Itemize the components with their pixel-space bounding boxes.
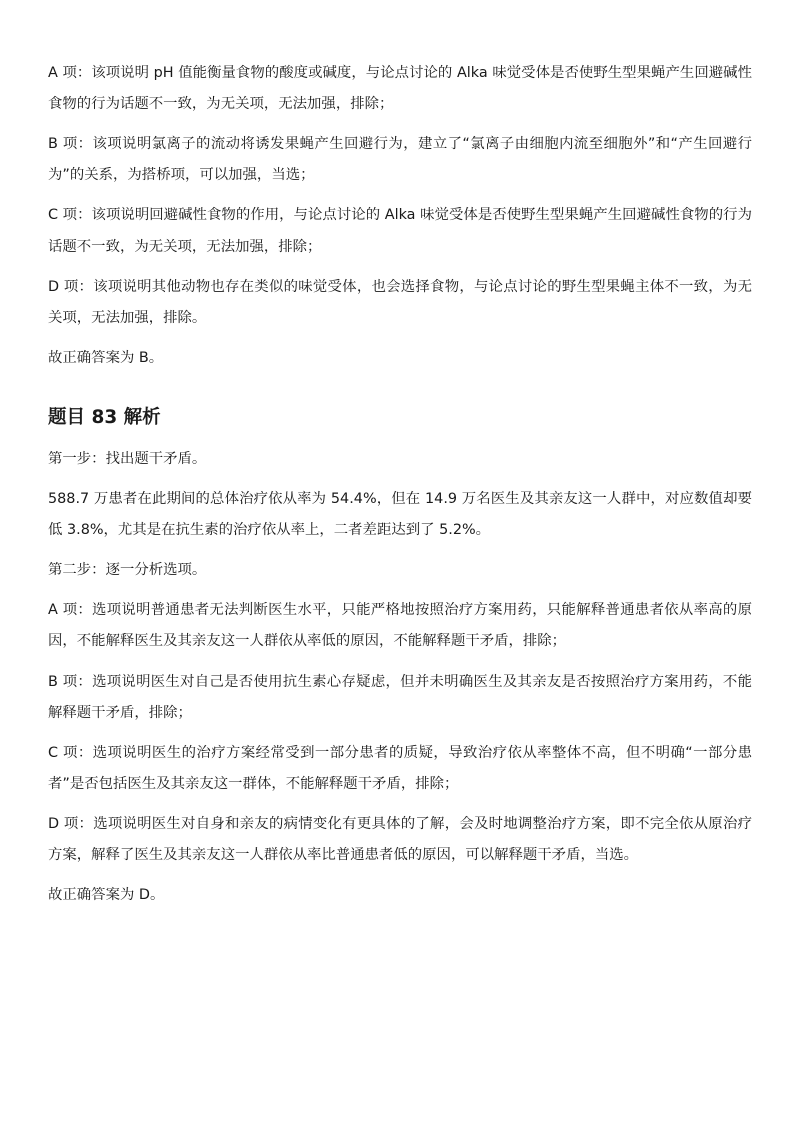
option-c-analysis: C 项：选项说明医生的治疗方案经常受到一部分患者的质疑，导致治疗依从率整体不高，但不明确“一部分患者”是否包括医生及其亲友这一群体，不能解释题干矛盾，排除；: [48, 744, 752, 792]
answer-line: 故正确答案为 B。: [48, 349, 164, 366]
contradiction-text: 588.7 万患者在此期间的总体治疗依从率为 54.4%，但在 14.9 万名医生及其亲友这一人群中，对应数值却要低 3.8%，尤其是在抗生素的治疗依从率上，二者差距达到了 5.2%。: [48, 490, 752, 539]
answer-line: 故正确答案为 D。: [48, 887, 165, 904]
option-a-analysis: A 项：该项说明 pH 值能衡量食物的酸度或碱度，与论点讨论的 Alka 味觉受体是否使野生型果蝇产生回避碱性食物的行为话题不一致，为无关项，无法加强，排除；: [48, 65, 752, 113]
option-b-analysis: B 项：选项说明医生对自己是否使用抗生素心存疑虑，但并未明确医生及其亲友是否按照治疗方案用药，不能解释题干矛盾，排除；: [48, 673, 752, 721]
step-two: 第二步：逐一分析选项。: [48, 562, 207, 579]
question-heading: 题目 83 解析: [48, 406, 161, 428]
option-d-analysis: D 项：选项说明医生对自身和亲友的病情变化有更具体的了解，会及时地调整治疗方案，即不完全依从原治疗方案，解释了医生及其亲友这一人群依从率比普通患者低的原因，可以解释题干矛盾，当选。: [48, 815, 752, 864]
analysis-83: [48, 444, 752, 911]
step-one: 第一步：找出题干矛盾。: [48, 450, 207, 467]
option-d-analysis: D 项：该项说明其他动物也存在类似的味觉受体，也会选择食物，与论点讨论的野生型果蝇主体不一致，为无关项，无法加强，排除。: [48, 278, 752, 326]
option-c-analysis: C 项：该项说明回避碱性食物的作用，与论点讨论的 Alka 味觉受体是否使野生型果蝇产生回避碱性食物的行为话题不一致，为无关项，无法加强，排除；: [48, 207, 752, 255]
option-a-analysis: A 项：选项说明普通患者无法判断医生水平，只能严格地按照治疗方案用药，只能解释普通患者依从率高的原因，不能解释医生及其亲友这一人群依从率低的原因，不能解释题干矛盾，排除；: [48, 602, 752, 650]
analysis-82-options: [48, 58, 752, 374]
option-b-analysis: B 项：该项说明氯离子的流动将诱发果蝇产生回避行为，建立了“氯离子由细胞内流至细胞外”和“产生回避行为”的关系，为搭桥项，可以加强，当选；: [48, 136, 752, 184]
